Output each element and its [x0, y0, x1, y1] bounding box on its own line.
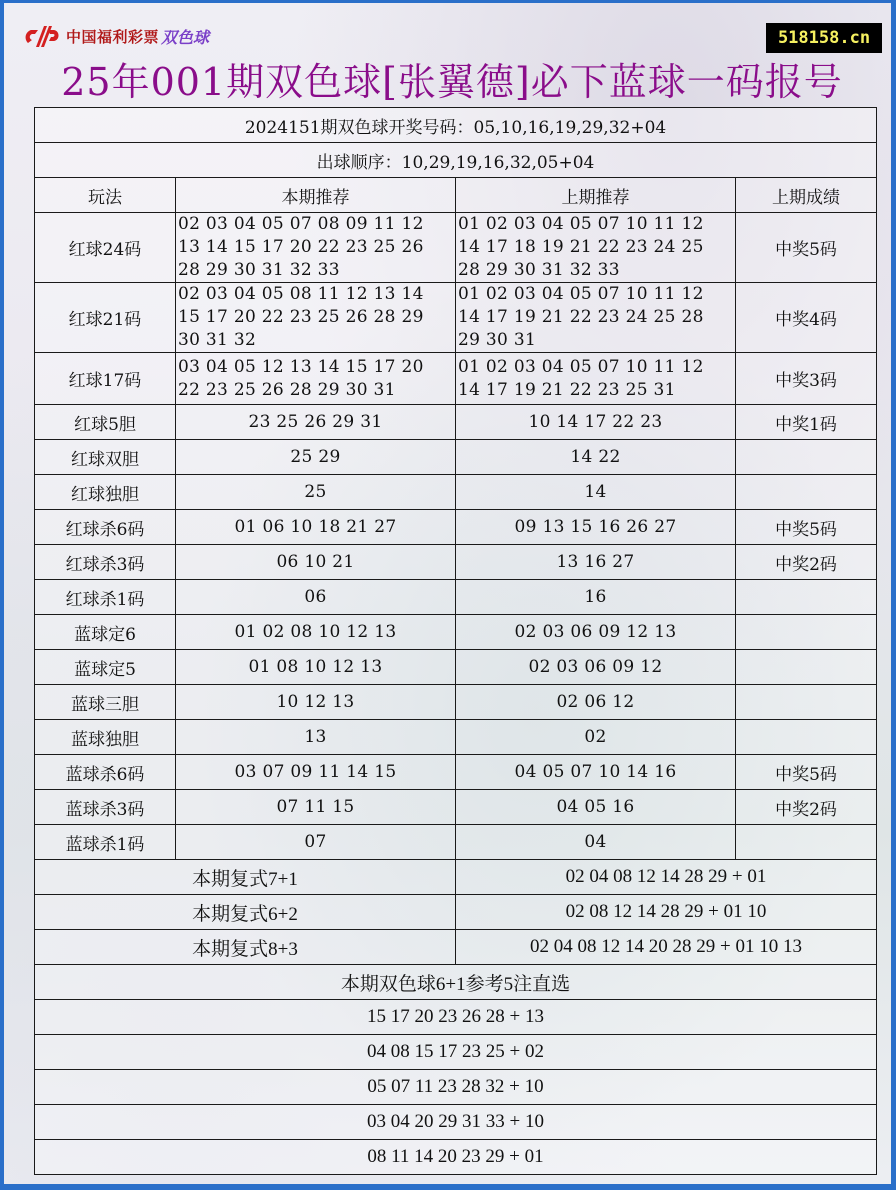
number-line: 14 17 18 19 21 22 23 24 25	[458, 237, 704, 257]
previous-numbers: 16	[456, 580, 736, 615]
table-header	[35, 178, 877, 213]
table-row	[35, 755, 877, 790]
compound-label: 本期复式8+3	[35, 930, 456, 965]
current-numbers	[176, 213, 456, 283]
play-label: 红球17码	[35, 353, 176, 405]
current-numbers: 06	[176, 580, 456, 615]
number-line: 15 17 20 22 23 25 26 28 29	[178, 307, 424, 327]
previous-result: 中奖2码	[736, 790, 877, 825]
number-line: 14 17 19 21 22 23 25 31	[458, 379, 676, 400]
picks-title: 本期双色球6+1参考5注直选	[35, 965, 877, 1000]
table-row	[35, 213, 877, 283]
play-label: 红球5胆	[35, 405, 176, 440]
draw-result: 2024151期双色球开奖号码：05,10,16,19,29,32+04	[35, 108, 877, 143]
current-numbers: 23 25 26 29 31	[176, 405, 456, 440]
previous-result	[736, 685, 877, 720]
play-label: 蓝球三胆	[35, 685, 176, 720]
column-header-previous: 上期推荐	[456, 178, 736, 213]
table-row	[35, 580, 877, 615]
play-label: 红球21码	[35, 283, 176, 353]
number-line: 28 29 30 31 32 33	[458, 260, 620, 280]
play-label: 蓝球杀3码	[35, 790, 176, 825]
table-row	[35, 650, 877, 685]
number-line: 14 17 19 21 22 23 24 25 28	[458, 307, 704, 327]
previous-numbers: 14 22	[456, 440, 736, 475]
current-numbers: 01 06 10 18 21 27	[176, 510, 456, 545]
previous-numbers	[456, 213, 736, 283]
play-label: 红球杀1码	[35, 580, 176, 615]
number-line: 01 02 03 04 05 07 10 11 12	[458, 214, 704, 234]
logo-brand: 双色球	[161, 27, 210, 47]
number-line: 29 30 31	[458, 330, 537, 350]
compound-row	[35, 860, 877, 895]
previous-result: 中奖3码	[736, 353, 877, 405]
site-badge[interactable]: 518158.cn	[766, 23, 882, 53]
previous-numbers: 02	[456, 720, 736, 755]
previous-result	[736, 475, 877, 510]
table-row	[35, 405, 877, 440]
table-row	[35, 440, 877, 475]
pick-line: 03 04 20 29 31 33 + 10	[35, 1105, 877, 1140]
pick-row	[35, 1105, 877, 1140]
current-numbers	[176, 353, 456, 405]
welfare-lottery-logo	[22, 23, 209, 49]
current-numbers: 01 02 08 10 12 13	[176, 615, 456, 650]
column-header-result: 上期成绩	[736, 178, 877, 213]
number-line: 22 23 25 26 28 29 30 31	[178, 379, 396, 400]
current-numbers	[176, 283, 456, 353]
play-label: 红球24码	[35, 213, 176, 283]
previous-numbers: 04 05 07 10 14 16	[456, 755, 736, 790]
play-label: 蓝球独胆	[35, 720, 176, 755]
previous-numbers: 02 06 12	[456, 685, 736, 720]
current-numbers: 01 08 10 12 13	[176, 650, 456, 685]
compound-numbers: 02 04 08 12 14 28 29 + 01	[456, 860, 877, 895]
pick-row	[35, 1000, 877, 1035]
previous-result	[736, 615, 877, 650]
current-numbers: 06 10 21	[176, 545, 456, 580]
pick-line: 08 11 14 20 23 29 + 01	[35, 1140, 877, 1175]
current-numbers: 03 07 09 11 14 15	[176, 755, 456, 790]
play-label: 红球独胆	[35, 475, 176, 510]
current-numbers: 07	[176, 825, 456, 860]
table-row	[35, 510, 877, 545]
previous-numbers: 09 13 15 16 26 27	[456, 510, 736, 545]
compound-numbers: 02 08 12 14 28 29 + 01 10	[456, 895, 877, 930]
compound-label: 本期复式6+2	[35, 895, 456, 930]
table-row	[35, 720, 877, 755]
compound-label: 本期复式7+1	[35, 860, 456, 895]
column-header-current: 本期推荐	[176, 178, 456, 213]
compound-row	[35, 930, 877, 965]
logo-text: 中国福利彩票	[66, 27, 160, 46]
previous-numbers	[456, 283, 736, 353]
pick-line: 05 07 11 23 28 32 + 10	[35, 1070, 877, 1105]
table-row	[35, 545, 877, 580]
prediction-table	[34, 107, 877, 1175]
previous-result	[736, 825, 877, 860]
number-line: 28 29 30 31 32 33	[178, 260, 340, 280]
play-label: 蓝球杀1码	[35, 825, 176, 860]
current-numbers: 25 29	[176, 440, 456, 475]
previous-numbers: 02 03 06 09 12	[456, 650, 736, 685]
previous-result: 中奖5码	[736, 755, 877, 790]
table-row	[35, 685, 877, 720]
play-label: 蓝球定5	[35, 650, 176, 685]
table-row	[35, 475, 877, 510]
current-numbers: 10 12 13	[176, 685, 456, 720]
number-line: 02 03 04 05 08 11 12 13 14	[178, 284, 424, 304]
pick-row	[35, 1035, 877, 1070]
current-numbers: 25	[176, 475, 456, 510]
picks-title-row	[35, 965, 877, 1000]
previous-result	[736, 580, 877, 615]
previous-result: 中奖5码	[736, 510, 877, 545]
table-row	[35, 825, 877, 860]
pick-line: 15 17 20 23 26 28 + 13	[35, 1000, 877, 1035]
previous-result: 中奖4码	[736, 283, 877, 353]
previous-numbers: 04	[456, 825, 736, 860]
previous-result	[736, 720, 877, 755]
pick-row	[35, 1070, 877, 1105]
previous-result	[736, 650, 877, 685]
previous-numbers: 14	[456, 475, 736, 510]
pick-line: 04 08 15 17 23 25 + 02	[35, 1035, 877, 1070]
play-label: 红球杀6码	[35, 510, 176, 545]
previous-result: 中奖1码	[736, 405, 877, 440]
number-line: 02 03 04 05 07 08 09 11 12	[178, 214, 424, 234]
previous-result: 中奖5码	[736, 213, 877, 283]
previous-result: 中奖2码	[736, 545, 877, 580]
compound-numbers: 02 04 08 12 14 20 28 29 + 01 10 13	[456, 930, 877, 965]
draw-result-row	[35, 108, 877, 143]
welfare-lottery-logo-icon	[22, 23, 62, 49]
column-header-play: 玩法	[35, 178, 176, 213]
number-line: 03 04 05 12 13 14 15 17 20	[178, 356, 424, 377]
current-numbers: 13	[176, 720, 456, 755]
page-title: 25年001期双色球[张翼德]必下蓝球一码报号	[61, 60, 843, 104]
draw-order: 出球顺序：10,29,19,16,32,05+04	[35, 143, 877, 178]
play-label: 蓝球定6	[35, 615, 176, 650]
table-row	[35, 790, 877, 825]
table-row	[35, 353, 877, 405]
pick-row	[35, 1140, 877, 1175]
previous-result	[736, 440, 877, 475]
number-line: 01 02 03 04 05 07 10 11 12	[458, 356, 704, 377]
current-numbers: 07 11 15	[176, 790, 456, 825]
play-label: 红球杀3码	[35, 545, 176, 580]
draw-order-row	[35, 143, 877, 178]
play-label: 蓝球杀6码	[35, 755, 176, 790]
number-line: 01 02 03 04 05 07 10 11 12	[458, 284, 704, 304]
table-row	[35, 283, 877, 353]
number-line: 13 14 15 17 20 22 23 25 26	[178, 237, 424, 257]
previous-numbers: 02 03 06 09 12 13	[456, 615, 736, 650]
previous-numbers: 04 05 16	[456, 790, 736, 825]
previous-numbers: 13 16 27	[456, 545, 736, 580]
previous-numbers: 10 14 17 22 23	[456, 405, 736, 440]
play-label: 红球双胆	[35, 440, 176, 475]
compound-row	[35, 895, 877, 930]
previous-numbers	[456, 353, 736, 405]
table-row	[35, 615, 877, 650]
number-line: 30 31 32	[178, 330, 257, 350]
